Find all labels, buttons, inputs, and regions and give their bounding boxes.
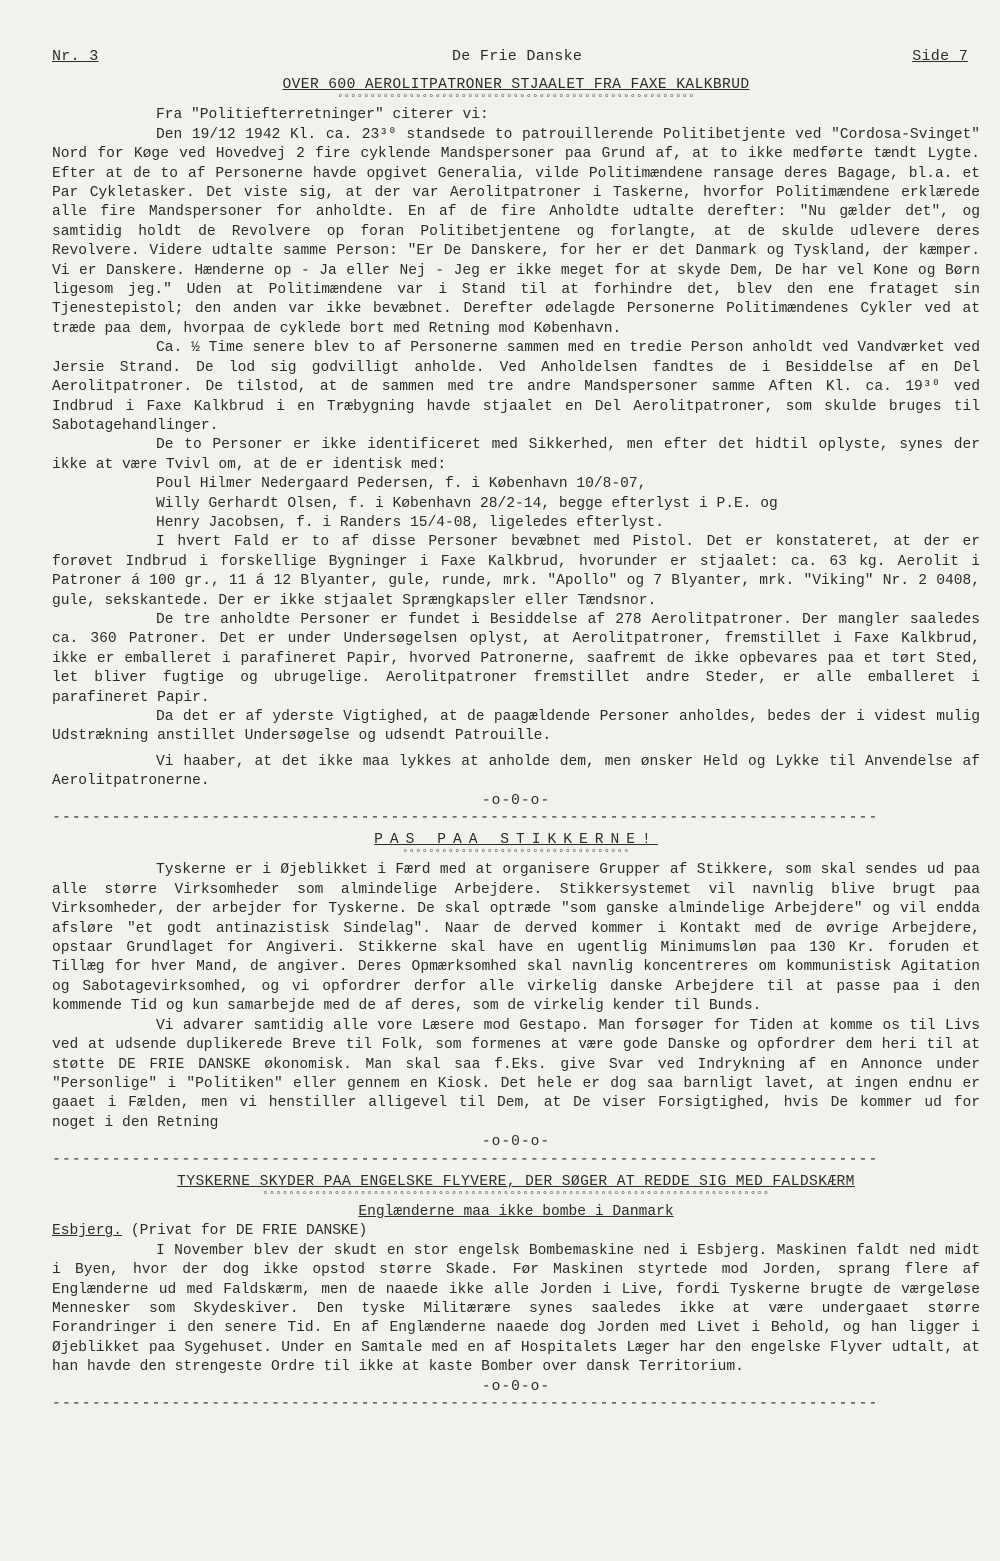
paragraph: Ca. ½ Time senere blev to af Personerne sammen med en tredie Person anholdt ved Vandværket ved Jersie Strand. De lod sig godvilligt anholde. Ved Anholdelsen fandtes de i Besiddelse af en Del Aerolitpatroner. De tilstod, at de sammen med tre andre Mandspersoner samme Aften Kl. ca. 19³⁰ ved Indbrud i Faxe Kalkbrud i en Træbygning havde stjaalet en Del Aerolitpatroner, som skulde bruges til Sabotagehandlinger. <box>52 340 980 434</box>
article-intro: Fra "Politiefterretninger" citerer vi: <box>156 107 489 124</box>
issue-number: Nr. 3 <box>52 48 99 65</box>
paragraph: Tyskerne er i Øjeblikket i Færd med at organisere Grupper af Stikkere, som skal sendes ud paa alle større Virksomheder som almindelige Arbejdere. Stikkersystemet vil navnlig blive brugt paa Virksomheder, der arbejder for Tyskerne. De skal optræde "som ganske almindelige Arbejdere" og vil endda afsløre "et godt antinazistisk Sindelag". Naar de derved kommer i Kontakt med de øvrige Arbejdere, opstaar Grundlaget for Angiveri. Stikkerne skal have en ugentlig Minimumsløn paa 130 Kr. foruden et Tillæg for hver Mand, de angiver. Deres Opmærksomhed skal navnlig koncentreres om kommunistisk Agitation og Sabotagevirksomhed, og vi opfordrer derfor alle virkelig danske Arbejdere til at passe paa i den kommende Tid og kun samarbejde med de af deres, som de virkelig kender til Bunds. <box>52 862 980 1015</box>
section-divider: ----------------------------------------------------------------------------------- <box>52 811 879 826</box>
section-divider: ----------------------------------------------------------------------------------- <box>52 1152 879 1167</box>
suspect-name: Poul Hilmer Nedergaard Pedersen, f. i København 10/8-07, <box>156 476 647 493</box>
page-body <box>52 76 980 1411</box>
section-end-mark: -o-0-o- <box>481 792 551 809</box>
article-aerolit <box>52 76 980 811</box>
title-underline: °°°°°°°°°°°°°°°°°°°°°°°°°°°°°°°°°°°°°°°°°°°°°°°°°°°°°°° <box>337 94 695 106</box>
article-title: OVER 600 AEROLITPATRONER STJAALET FRA FAXE KALKBRUD <box>282 77 750 93</box>
dateline-place: Esbjerg. <box>52 1223 123 1240</box>
dateline <box>52 1222 980 1241</box>
dateline-source: (Privat for DE FRIE DANSKE) <box>122 1223 368 1240</box>
page-number: Side 7 <box>912 48 968 65</box>
paragraph: De tre anholdte Personer er fundet i Besiddelse af 278 Aerolitpatroner. Der mangler saaledes ca. 360 Patroner. Det er under Undersøgelsen oplyst, at Aerolitpatroner, fremstillet i Faxe Kalkbrud, ikke er emballeret i parafineret Papir, hvorved Patronerne, saafremt de ikke opbevares paa et tørt Sted, let bliver fugtige og ubrugelige. Aerolitpatroner fremstillet andre Steder, er alle emballeret i parafineret Papir. <box>52 611 980 706</box>
paragraph: De to Personer er ikke identificeret med Sikkerhed, men efter det hidtil oplyste, synes der ikke at være Tvivl om, at de er identisk med: <box>52 437 980 473</box>
article-subtitle: Englænderne maa ikke bombe i Danmark <box>358 1203 674 1220</box>
title-underline: °°°°°°°°°°°°°°°°°°°°°°°°°°°°°°°°°°°°°°°°°°°°°°°°°°°°°°°°°°°°°°°°°°°°°°°°°°°°°° <box>262 1190 770 1202</box>
paragraph: I hvert Fald er to af disse Personer bevæbnet med Pistol. Det er konstateret, at der er forøvet Indbrud i forskellige Bygninger i Faxe Kalkbrud, hvorunder er stjaalet: ca. 63 kg. Aerolit i Patroner á 100 gr., 11 á 12 Blyanter, gule, runde, mrk. "Apollo" og 7 Blyanter, mrk. "Viking" Nr. 2 0408, gule, sekskantede. Der er ikke stjaalet Sprængkapsler eller Tændsnor. <box>52 534 980 609</box>
article-flyvere <box>52 1173 980 1397</box>
paragraph: Vi haaber, at det ikke maa lykkes at anholde dem, men ønsker Held og Lykke til Anvendelse af Aerolitpatronerne. <box>52 753 980 790</box>
paragraph: Vi advarer samtidig alle vore Læsere mod Gestapo. Man forsøger for Tiden at komme os til Livs ved at udsende duplikerede Breve til Folk, som formenes at være gode Danske og opfordrer dem heri til at støtte DE FRIE DANSKE økonomisk. Man skal saa f.Eks. give Svar ved Indrykning af en Annonce under "Personlige" i "Politiken" eller gennem en Kiosk. Det hele er dog saa barnligt lavet, at ingen endnu er gaaet i Fælden, men vi henstiller alligevel til Dem, at De viser Forsigtighed, hvis De kommer ud for noget i den Retning <box>52 1017 980 1131</box>
article-title: PAS PAA STIKKERNE! <box>374 832 658 849</box>
article-title: TYSKERNE SKYDER PAA ENGELSKE FLYVERE, DER SØGER AT REDDE SIG MED FALDSKÆRM <box>177 1173 855 1190</box>
paragraph: Da det er af yderste Vigtighed, at de paagældende Personer anholdes, bedes der i videst mulig Udstrækning anstillet Undersøgelse og udsendt Patrouille. <box>52 709 980 745</box>
suspect-name: Henry Jacobsen, f. i Randers 15/4-08, ligeledes efterlyst. <box>156 514 664 531</box>
section-end-mark: -o-0-o- <box>481 1378 551 1395</box>
suspect-name: Willy Gerhardt Olsen, f. i København 28/2-14, begge efterlyst i P.E. og <box>156 495 778 512</box>
article-stikkere <box>52 831 980 1153</box>
section-divider: ----------------------------------------------------------------------------------- <box>52 1397 879 1411</box>
section-end-mark: -o-0-o- <box>481 1134 551 1151</box>
publication-title: De Frie Danske <box>452 48 583 65</box>
title-underline: °°°°°°°°°°°°°°°°°°°°°°°°°°°°°°°°°°° <box>402 849 630 861</box>
page-header <box>52 48 968 70</box>
paragraph: Den 19/12 1942 Kl. ca. 23³⁰ standsede to patrouillerende Politibetjente ved "Cordosa-Svinget" Nord for Køge ved Hovedvej 2 fire cyklende Mandspersoner paa Grund af, at to ikke medførte tændt Lygte. Efter at de to af Personerne havde opgivet Generalia, vilde Politimændene ransage deres Bagage, bl.a. et Par Cykletasker. Det viste sig, at der var Aerolitpatroner i Taskerne, hvorfor Politimændene erklærede alle fire Mandspersoner for anholdte. En af de fire Anholdte udtalte derefter: "Nu gælder det", og samtidig holdt de Revolvere op foran Politibetjentene og forlangte, at de skulde udlevere deres Revolvere. Videre udtalte samme Person: "Er De Danskere, for her er det Danmark og Tyskland, der kæmper. Vi er Danskere. Hænderne op - Ja eller Nej - Jeg er ikke meget for at skyde Dem, De har vel Kone og Børn ligesom jeg." Uden at Politimændene var i Stand til at forhindre det, blev den ene frataget sin Tjenestepistol; den anden var ikke bevæbnet. Derefter ødelagde Personerne Politimændenes Cykler ved at træde paa dem, hvorpaa de cyklede bort med Retning mod København. <box>52 126 980 337</box>
paragraph: I November blev der skudt en stor engelsk Bombemaskine ned i Esbjerg. Maskinen faldt ned midt i Byen, hvor der dog ikke opstod større Skade. Før Maskinen styrtede mod Jorden, sprang flere af Englænderne ud med Faldskærm, men de naaede ikke alle Jorden i Live, fordi Tyskerne brugte de værgeløse Mennesker som Skydeskiver. Den tyske Militærære synes saaledes ikke at være undergaaet større Forandringer i den senere Tid. En af Englænderne naaede dog Jorden med Livet i Behold, og han ligger i Øjeblikket paa Sygehuset. Under en Samtale med en af Hospitalets Læger har den engelske Flyver udtalt, at han havde den strengeste Ordre til ikke at kaste Bomber over dansk Territorium. <box>52 1242 980 1376</box>
